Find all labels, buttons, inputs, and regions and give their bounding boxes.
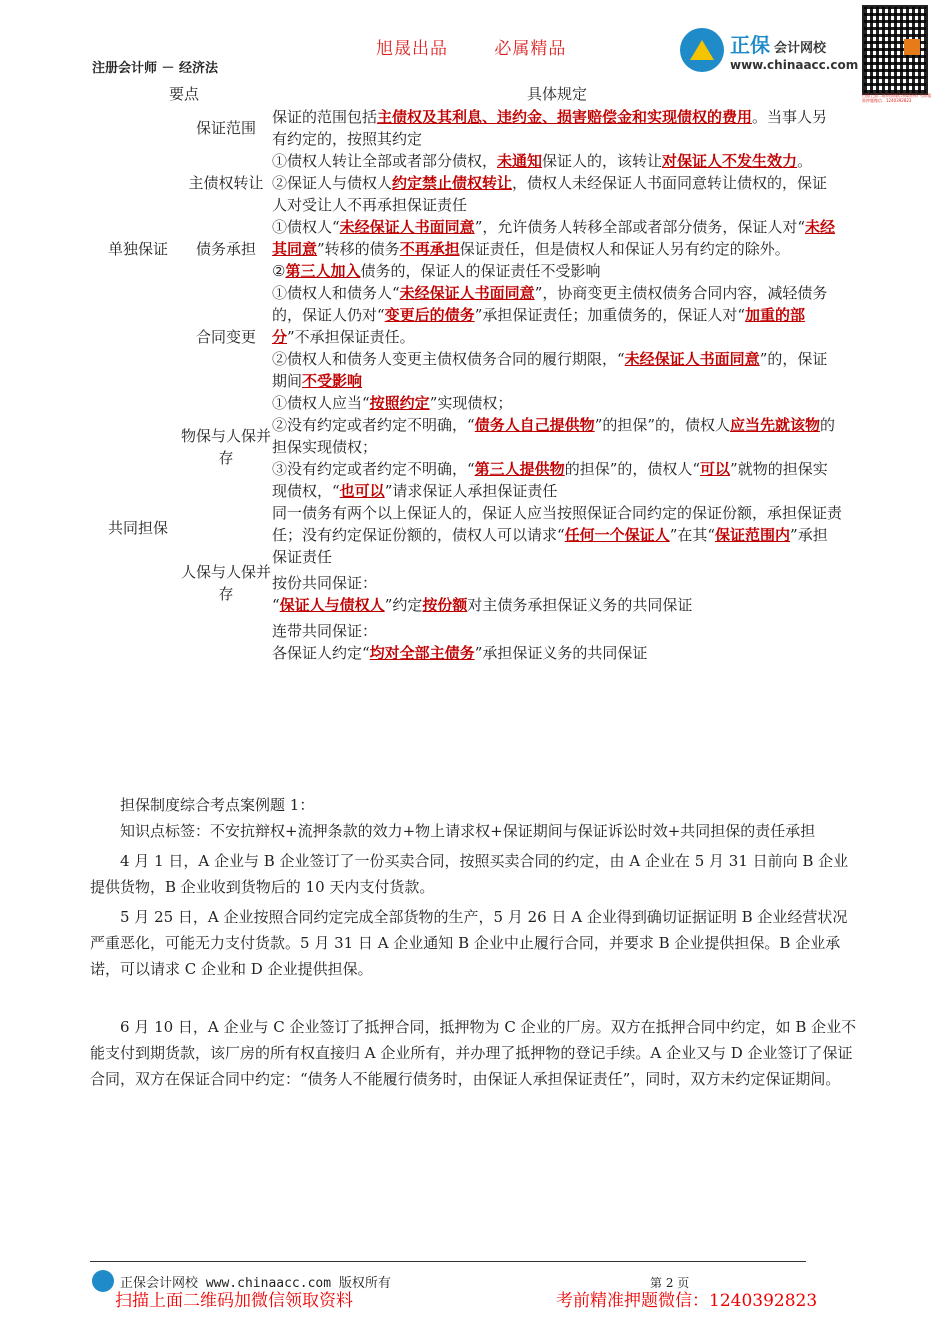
row-label: 人保与人保并存 <box>180 563 271 603</box>
text: 的担保”的，债权人“ <box>564 460 701 478</box>
col-header-rules: 具体规定 <box>526 84 587 103</box>
keyword: 按份额 <box>422 596 468 614</box>
text: 对主债务承担保证义务的共同保证 <box>467 596 693 614</box>
text: ② <box>272 262 286 280</box>
text: ”请求保证人承担保证责任 <box>384 482 558 500</box>
case-section <box>90 792 862 1092</box>
text: 的担保实现债权； <box>272 416 836 456</box>
table-row <box>96 106 842 150</box>
keyword: 保证范围内 <box>715 526 791 544</box>
keyword: 按照约定 <box>369 394 430 412</box>
keyword: 可以 <box>700 460 731 478</box>
text: ①债权人转让全部或者部分债权， <box>272 152 498 170</box>
keyword: 未经保证人书面同意 <box>624 350 760 368</box>
row-label: 债务承担 <box>195 240 256 258</box>
text: 。 <box>797 152 813 170</box>
row-label: 主债权转让 <box>188 174 264 192</box>
keyword: 债务人自己提供物 <box>474 416 595 434</box>
logo-icon <box>680 28 724 72</box>
keyword: 未经保证人书面同意 <box>399 284 535 302</box>
keyword: 变更后的债务 <box>384 306 475 324</box>
keyword: 约定禁止债权转让 <box>392 174 513 192</box>
keyword: 均对全部主债务 <box>369 644 475 662</box>
table-row <box>96 216 842 282</box>
footer-promo-left: 扫描上面二维码加微信领取资料 <box>115 1291 353 1311</box>
text: ②保证人与债权人 <box>272 174 393 192</box>
keyword: 第三人提供物 <box>474 460 565 478</box>
text: 同一债务有两个以上保证人的，保证人应当按照保证合同约定的保证份额，承担保证责任；没有约定保证份额的，债权人可以请求“ <box>272 504 843 544</box>
text: ”转移的债务 <box>317 240 400 258</box>
table-row <box>96 282 842 392</box>
logo-url: www.chinaacc.com <box>730 57 859 72</box>
text: ”，协商变更主债权债务合同内容，减轻债务的，保证人仍对“ <box>272 284 828 324</box>
qr-caption: 扫描上面二维码加微信领取资料 考前精准押题微信：1240392823 <box>862 93 932 103</box>
case-title: 担保制度综合考点案例题 1： <box>120 796 315 814</box>
keyword: 不受影响 <box>302 372 363 390</box>
text: 按份共同保证： <box>272 574 378 592</box>
text: ”承担保证责任；加重债务的，保证人对“ <box>474 306 746 324</box>
table-row <box>96 392 842 502</box>
table-row <box>96 150 842 216</box>
keyword: 保证人与债权人 <box>279 596 385 614</box>
header-slogan <box>376 34 606 59</box>
text: ①债权人应当“ <box>272 394 370 412</box>
col-header-point: 要点 <box>168 84 199 103</box>
text: “ <box>272 596 280 614</box>
text: 保证责任，但是债权人和保证人另有约定的除外。 <box>459 240 790 258</box>
text: ③没有约定或者约定不明确，“ <box>272 460 475 478</box>
keyword: 任何一个保证人 <box>564 526 670 544</box>
doc-subject: 注册会计师 － 经济法 <box>92 61 219 76</box>
case-para-3: 6 月 10 日，A 企业与 C 企业签订了抵押合同，抵押物为 C 企业的厂房。双方在抵押合同中约定，如 B 企业不能支付到期货款，该厂房的所有权直接归 A 企业所有，并办理了抵押物的登记手续。A 企业又与 D 企业签订了保证合同，双方在保证合同中约定：“债务人不能履行债务时，由保证人承担保证责任”，同时，双方未约定保证期间。 <box>90 1018 857 1088</box>
keyword: 加重的部分 <box>272 306 806 346</box>
footer-logo-icon <box>92 1270 114 1292</box>
page-number: 第 2 页 <box>650 1276 690 1290</box>
keyword: 应当先就该物 <box>730 416 821 434</box>
text: ”承担保证义务的共同保证 <box>474 644 648 662</box>
text: 各保证人约定“ <box>272 644 370 662</box>
text: ”的，保证期间 <box>272 350 828 390</box>
row-label: 合同变更 <box>195 328 256 346</box>
logo-suffix: 会计网校 <box>774 40 827 56</box>
text: ，债权人未经保证人书面同意转让债权的，保证人对受让人不再承担保证责任 <box>272 174 828 214</box>
text: ”的担保”的，债权人 <box>594 416 731 434</box>
keyword: 第三人加入 <box>285 262 361 280</box>
group-single: 单独保证 <box>107 240 168 258</box>
case-para-2: 5 月 25 日，A 企业按照合同约定完成全部货物的生产，5 月 26 日 A 企业得到确切证据证明 B 企业经营状况严重恶化，可能无力支付货款。5 月 31 日 A 企业通知 B 企业中止履行合同，并要求 B 企业提供担保。B 企业承诺，可以请求 C 企业和 D 企业提供担保。 <box>90 908 848 978</box>
group-joint: 共同担保 <box>107 519 168 537</box>
keyword: 也可以 <box>339 482 385 500</box>
text: 保证的范围包括 <box>272 108 378 126</box>
guarantee-rules-table <box>96 80 842 664</box>
table-row <box>96 502 842 664</box>
keyword: 不再承担 <box>399 240 460 258</box>
text: 债务的，保证人的保证责任不受影响 <box>360 262 601 280</box>
footer-divider <box>90 1261 806 1262</box>
text: ①债权人“ <box>272 218 340 236</box>
footer-promo-right: 考前精准押题微信：1240392823 <box>556 1291 818 1311</box>
text: ”约定 <box>384 596 423 614</box>
keyword: 主债权及其利息、违约金、损害赔偿金和实现债权的费用 <box>377 108 753 126</box>
keyword: 对保证人不发生效力 <box>662 152 798 170</box>
text: ②债权人和债务人变更主债权债务合同的履行期限，“ <box>272 350 625 368</box>
text: 。当事人另有约定的，按照其约定 <box>272 108 828 148</box>
text: 保证人的，该转让 <box>542 152 663 170</box>
text: ”在其“ <box>669 526 716 544</box>
text: 连带共同保证： <box>272 622 378 640</box>
keyword: 未通知 <box>497 152 543 170</box>
keyword: 未经其同意 <box>272 218 836 258</box>
text: ”，允许债务人转移全部或者部分债务，保证人对“ <box>474 218 806 236</box>
case-para-1: 4 月 1 日，A 企业与 B 企业签订了一份买卖合同，按照买卖合同的约定，由 A 企业在 5 月 31 日前向 B 企业提供货物，B 企业收到货物后的 10 天内支付货款。 <box>90 852 849 896</box>
text: ②没有约定或者约定不明确，“ <box>272 416 475 434</box>
text: ”实现债权； <box>429 394 513 412</box>
slogan-2: 必属精品 <box>494 39 567 59</box>
case-tags: 知识点标签：不安抗辩权+流押条款的效力+物上请求权+保证期间与保证诉讼时效+共同担保的责任承担 <box>120 822 816 840</box>
brand-logo <box>680 28 858 72</box>
keyword: 未经保证人书面同意 <box>339 218 475 236</box>
text: ①债权人和债务人“ <box>272 284 400 302</box>
footer-copyright: 正保会计网校 www.chinaacc.com 版权所有 <box>120 1276 391 1291</box>
row-label: 保证范围 <box>195 119 256 137</box>
text: ”承担保证责任 <box>272 526 828 566</box>
qr-code-icon <box>862 5 928 95</box>
row-label: 物保与人保并存 <box>180 427 271 467</box>
text: ”不承担保证责任。 <box>287 328 415 346</box>
text: ”就物的担保实现债权，“ <box>272 460 828 500</box>
slogan-1: 旭晟出品 <box>376 39 448 59</box>
logo-name: 正保 <box>730 32 770 57</box>
